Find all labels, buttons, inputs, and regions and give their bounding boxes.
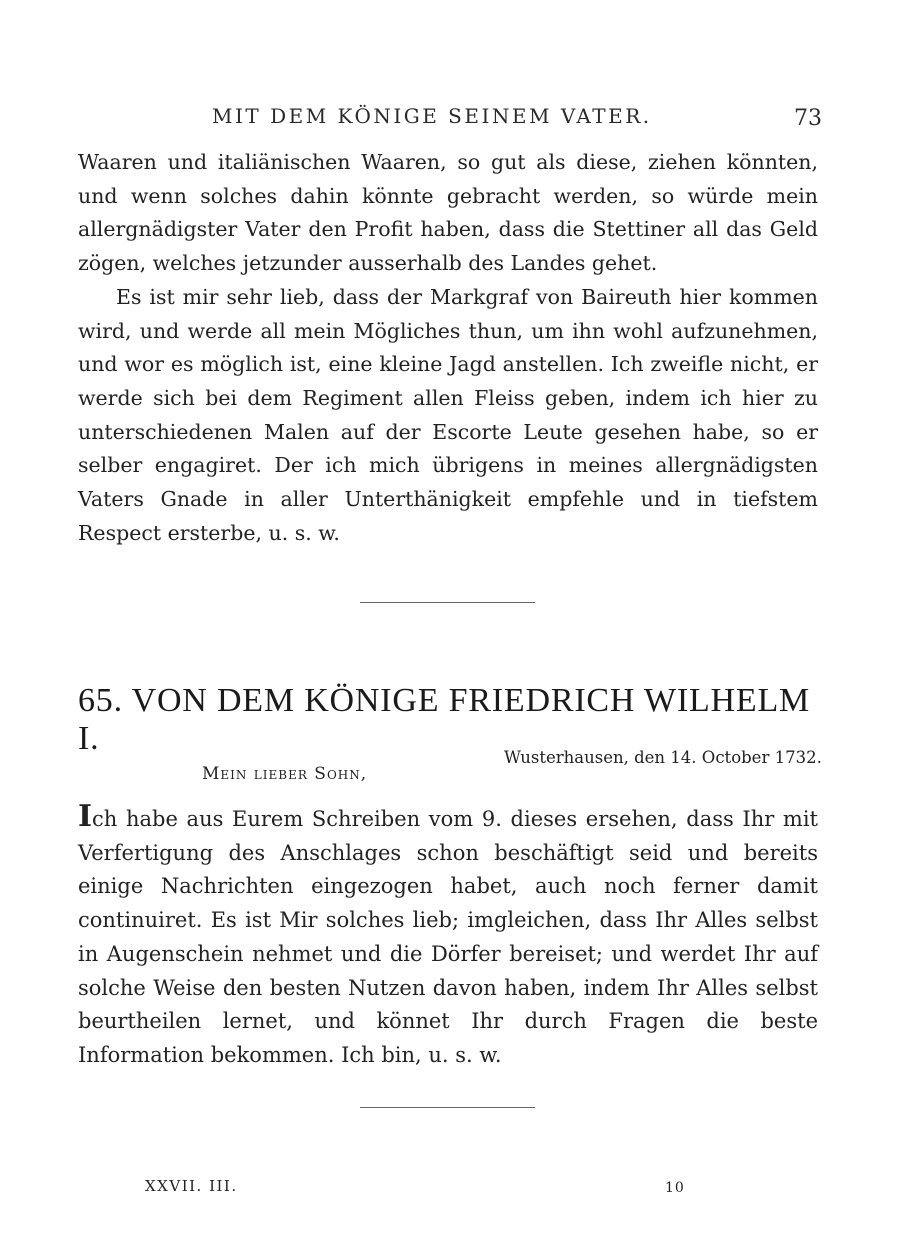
paragraph: Es ist mir sehr lieb, dass der Markgraf von Baireuth hier kommen wird, und werde all mein Mögliches thun, um ihn wohl aufzunehmen, und wor es möglich ist, eine kleine Jagd anstellen. Ich zweifle nicht, er werde sich bei dem Regiment allen Fleiss geben, indem ich hier zu unterschiedenen Malen auf der Escorte Leute gesehen habe, so er selber engagiret. Der ich mich übrigens in meines allergnädigsten Vaters Gnade in aller Unterthänigkeit empfehle und in tiefstem Respect ersterbe, u. s. w. <box>78 284 818 545</box>
letter-body-text: ch habe aus Eurem Schreiben vom 9. dieses ersehen, dass Ihr mit Verfertigung des Anschlages schon beschäftigt seid und bereits einige Nachrichten eingezogen habet, auch noch ferner damit continuiret. Es ist Mir solches lieb; imgleichen, dass Ihr Alles selbst in Augenschein nehmet und die Dörfer bereiset; und werdet Ihr auf solche Weise den besten Nutzen davon haben, indem Ihr Alles selbst beurtheilen lernet, und könnet Ihr durch Fragen die beste Information bekommen. Ich bin, u. s. w. <box>78 807 818 1067</box>
paragraph <box>78 799 818 1073</box>
paragraph: Waaren und italiänischen Waaren, so gut als diese, ziehen könnten, und wenn solches dahin könnte gebracht werden, so würde mein allergnädigster Vater den Profit haben, dass die Stettiner all das Geld zögen, welches jetzunder ausserhalb des Landes gehet. <box>78 150 818 276</box>
running-head <box>0 104 900 134</box>
drop-cap: I <box>78 799 93 834</box>
letter-body <box>78 799 818 1073</box>
continued-letter-text <box>78 146 818 550</box>
sheet-number: 10 <box>665 1180 685 1196</box>
letter-dateline: Wusterhausen, den 14. October 1732. <box>504 748 822 767</box>
page-number: 73 <box>794 106 822 131</box>
letter-salutation: Mein lieber Sohn, <box>202 764 368 784</box>
printer-signature-mark: XXVII. III. <box>145 1177 238 1195</box>
section-divider <box>360 1107 535 1108</box>
running-title: MIT DEM KÖNIGE SEINEM VATER. <box>212 104 652 128</box>
section-divider <box>360 602 535 603</box>
letter-heading: 65. VON DEM KÖNIGE FRIEDRICH WILHELM I. <box>78 682 811 757</box>
